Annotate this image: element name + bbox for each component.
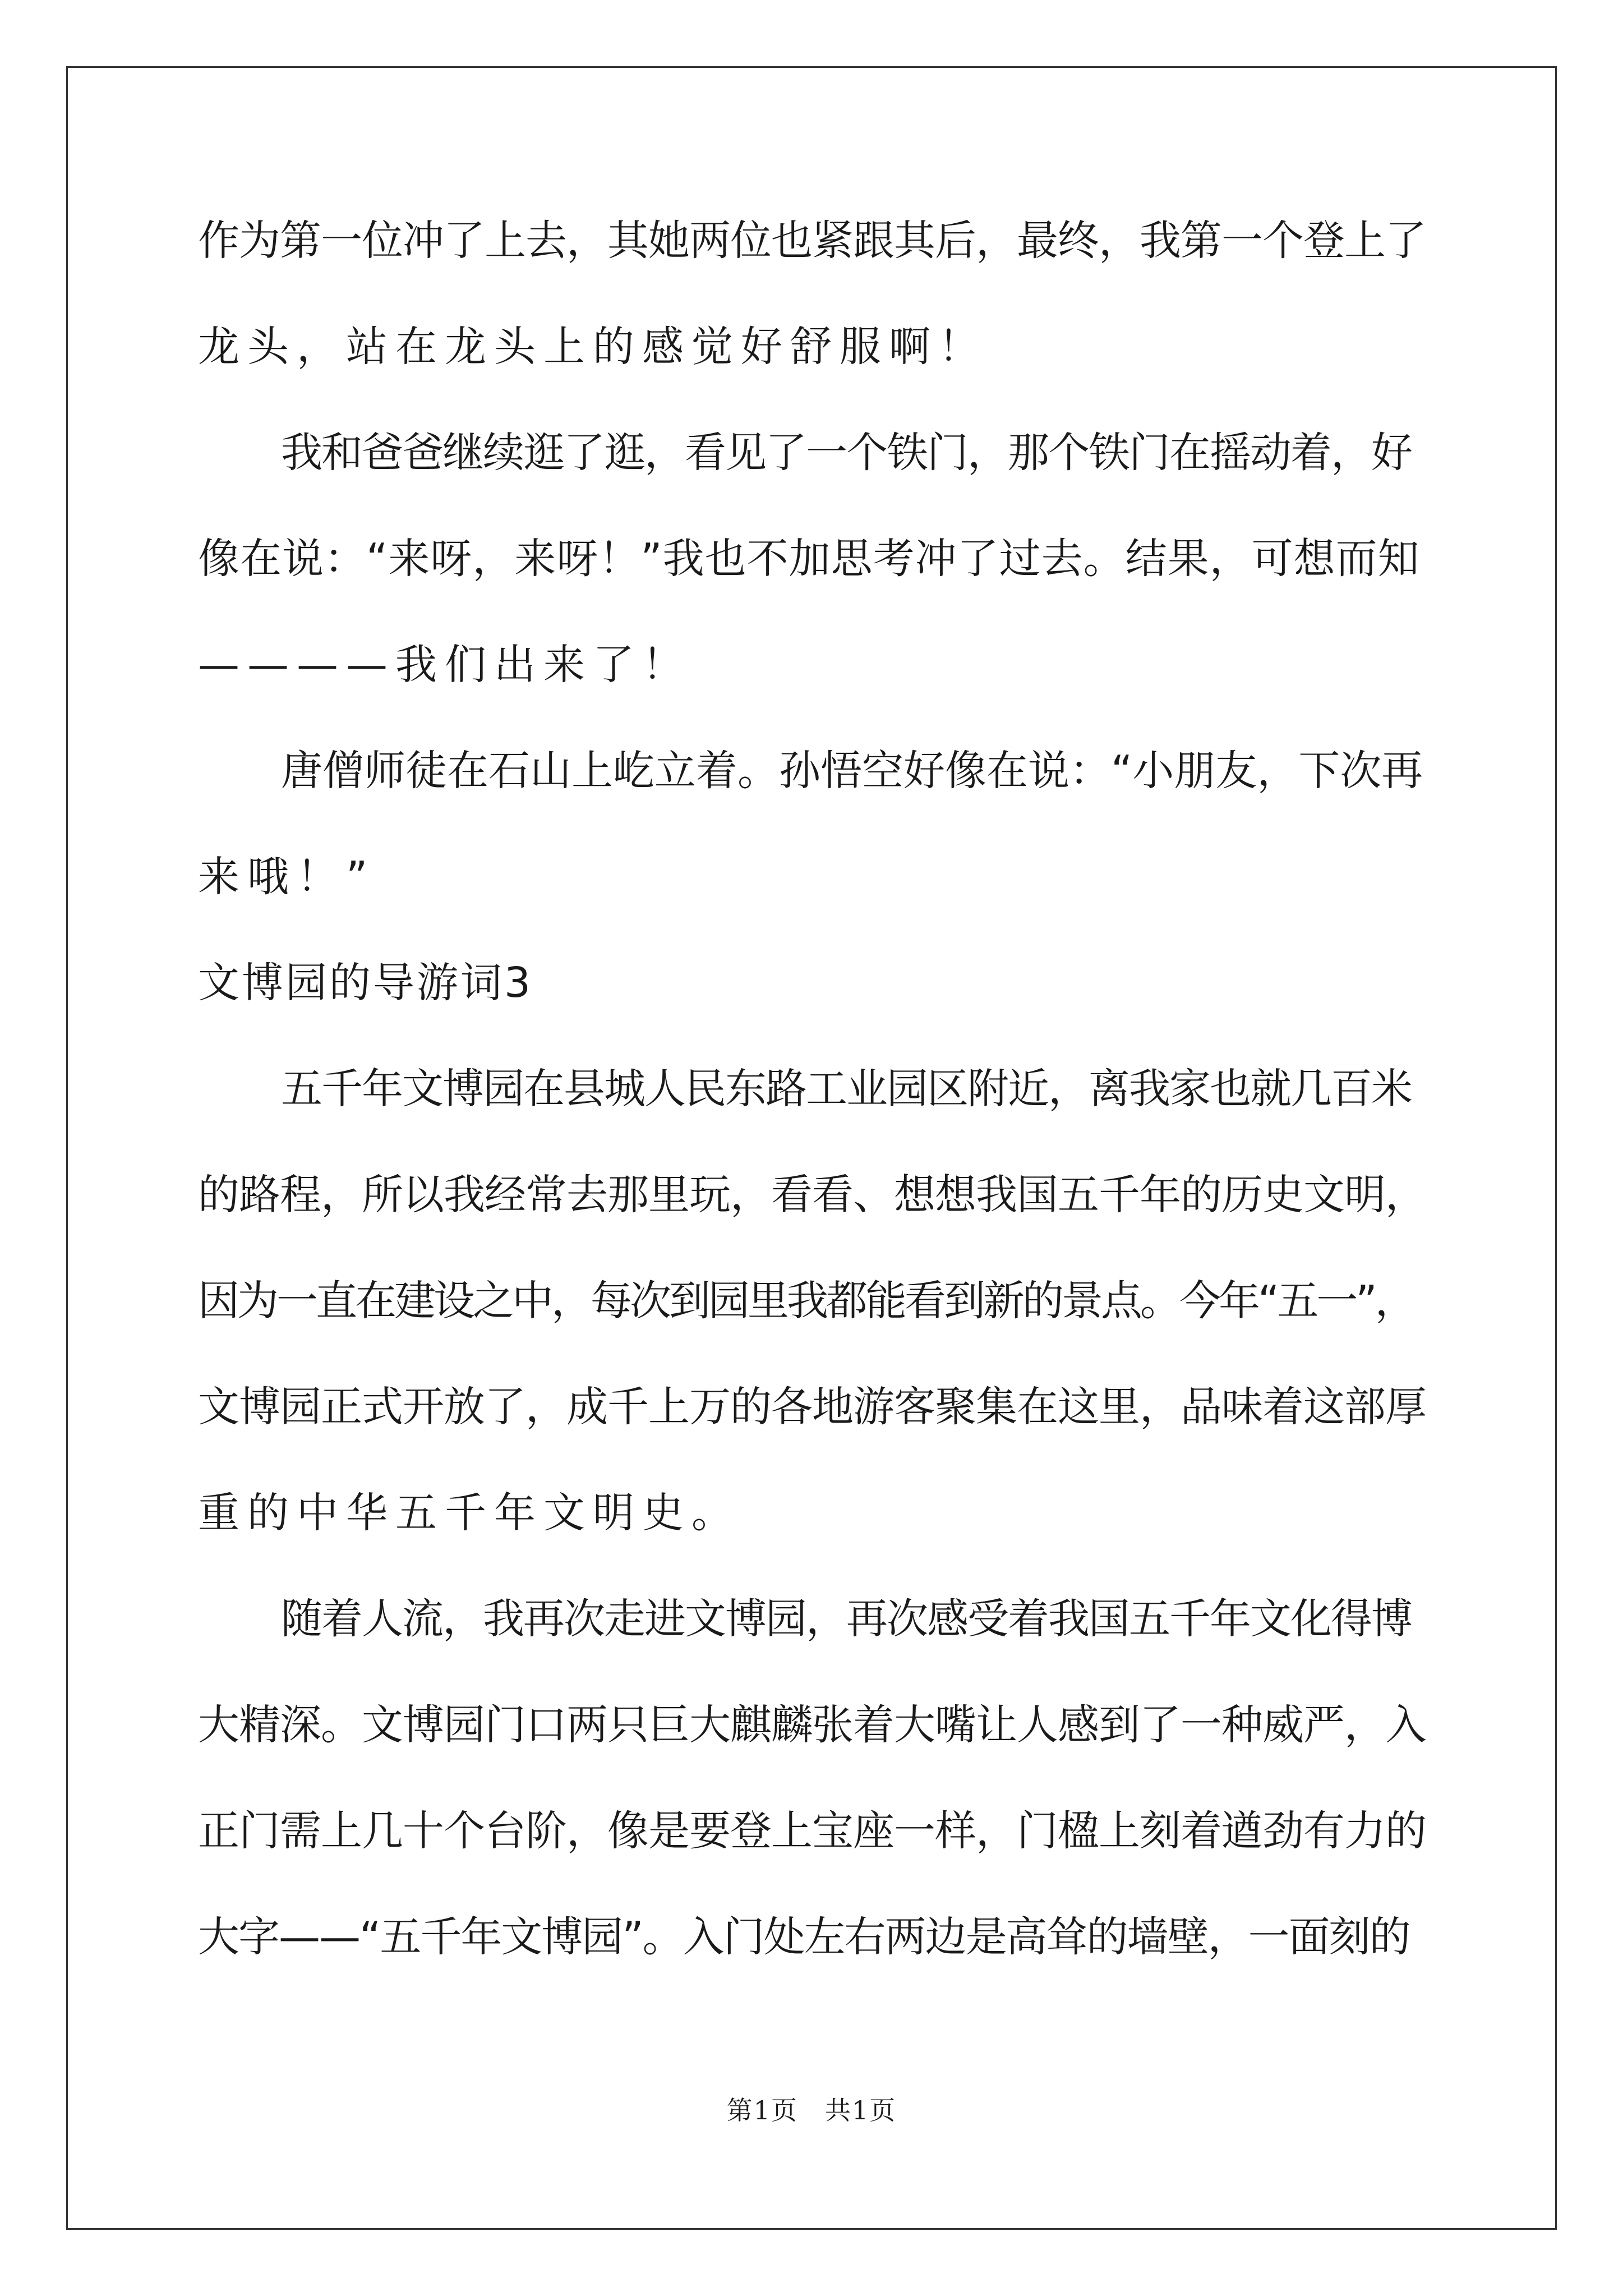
body-line: 文博园正式开放了，成千上万的各地游客聚集在这里，品味着这部厚 — [198, 1383, 1426, 1431]
paragraph-start-line: 唐僧师徒在石山上屹立着。孙悟空好像在说：“小朋友，下次再 — [281, 747, 1423, 795]
body-line: 大字——“五千年文博园”。入门处左右两边是高耸的墙壁，一面刻的 — [198, 1913, 1410, 1961]
body-line: 龙头，站在龙头上的感觉好舒服啊！ — [198, 323, 988, 371]
body-line: 正门需上几十个台阶，像是要登上宝座一样，门楹上刻着遒劲有力的 — [198, 1807, 1426, 1855]
body-line: 因为一直在建设之中，每次到园里我都能看到新的景点。今年“五一”， — [198, 1277, 1414, 1325]
page-number-footer: 第1页 共1页 — [726, 2095, 897, 2125]
document-body — [198, 214, 1426, 2017]
body-line: 来哦！” — [198, 853, 376, 901]
body-line: 的路程，所以我经常去那里玩，看看、想想我国五千年的历史文明， — [198, 1171, 1426, 1219]
paragraph-start-line: 五千年文博园在县城人民东路工业园区附近，离我家也就几百米 — [281, 1065, 1412, 1113]
body-line: ————我们出来了！ — [198, 641, 691, 689]
body-line: 大精深。文博园门口两只巨大麒麟张着大嘴让人感到了一种威严，入 — [198, 1701, 1426, 1749]
body-line: 重的中华五千年文明史。 — [198, 1489, 741, 1537]
section-heading: 文博园的导游词3 — [198, 959, 533, 1007]
body-line: 作为第一位冲了上去，其她两位也紧跟其后，最终，我第一个登上了 — [198, 217, 1426, 265]
paragraph-start-line: 随着人流，我再次走进文博园，再次感受着我国五千年文化得博 — [281, 1595, 1412, 1643]
body-line: 像在说：“来呀，来呀！”我也不加思考冲了过去。结果，可想而知 — [198, 535, 1420, 583]
paragraph-start-line: 我和爸爸继续逛了逛，看见了一个铁门，那个铁门在摇动着，好 — [281, 429, 1412, 477]
